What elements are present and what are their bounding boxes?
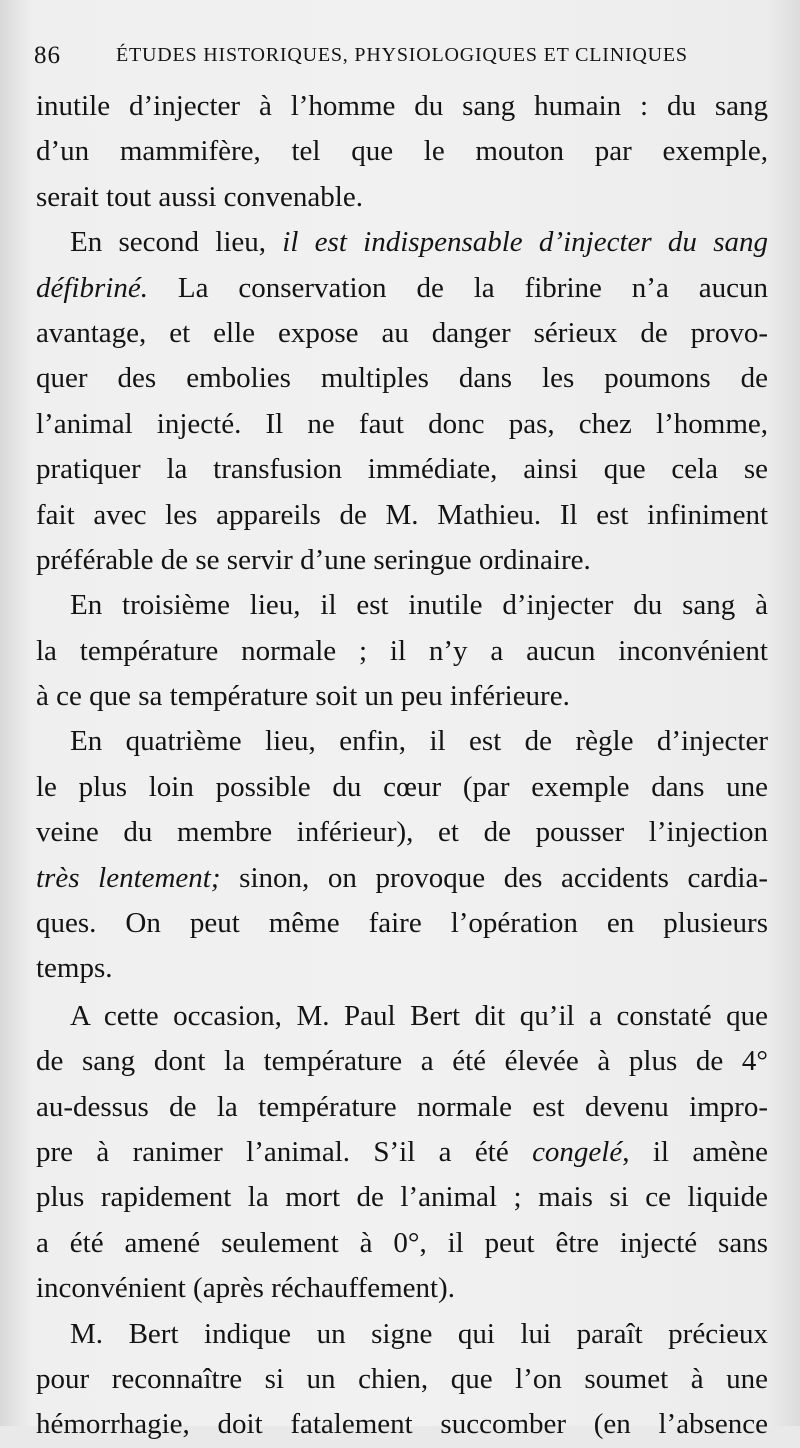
text-line <box>36 946 768 991</box>
text-run: a été amené seulement à 0°, il peut être injecté sans <box>36 1226 768 1259</box>
text-run: plus rapidement la mort de l’animal ; mais si ce liquide <box>36 1181 768 1214</box>
text-line <box>36 994 768 1039</box>
text-line <box>36 856 768 901</box>
text-line <box>36 901 768 946</box>
text-run: hémorrhagie, doit fatalement succomber (en l’absence <box>36 1408 768 1441</box>
text-line <box>36 266 768 311</box>
italic-run: défibriné. <box>36 271 148 304</box>
running-head <box>34 40 774 74</box>
text-line <box>36 1175 768 1220</box>
text-run: à ce que sa température soit un peu inférieure. <box>36 680 570 713</box>
page-number: 86 <box>34 42 61 69</box>
body-text <box>36 84 768 1448</box>
text-run: pratiquer la transfusion immédiate, ainsi que cela se <box>36 453 768 486</box>
text-run: M. Bert indique un signe qui lui paraît précieux <box>70 1317 768 1350</box>
text-line <box>36 1130 768 1175</box>
italic-run: il est indispensable d’injecter du sang <box>282 226 768 259</box>
text-line <box>36 1266 768 1311</box>
text-run: La conservation de la fibrine n’a aucun <box>147 271 768 304</box>
italic-run: très lentement; <box>36 861 221 894</box>
text-run: avantage, et elle expose au danger sérieux de provo- <box>36 316 768 349</box>
text-run: de sang dont la température a été élevée à plus de 4° <box>36 1045 768 1078</box>
text-line <box>36 493 768 538</box>
text-line <box>36 583 768 628</box>
running-title: ÉTUDES HISTORIQUES, PHYSIOLOGIQUES ET CLINIQUES <box>116 44 688 66</box>
text-line <box>36 1312 768 1357</box>
text-run: préférable de se servir d’une seringue ordinaire. <box>36 543 591 576</box>
text-run: En quatrième lieu, enfin, il est de règle d’injecter <box>70 725 768 758</box>
text-line <box>36 1039 768 1084</box>
text-line <box>36 129 768 174</box>
text-line <box>36 402 768 447</box>
text-run: au-dessus de la température normale est devenu impro- <box>36 1090 768 1123</box>
text-line <box>36 719 768 764</box>
text-run: veine du membre inférieur), et de pousser l’injection <box>36 816 768 849</box>
text-line <box>36 447 768 492</box>
text-line <box>36 175 768 220</box>
text-run: pour reconnaître si un chien, que l’on soumet à une <box>36 1362 768 1395</box>
text-run: , il amène <box>622 1135 768 1168</box>
text-line <box>36 1357 768 1402</box>
text-line <box>36 356 768 401</box>
text-line <box>36 810 768 855</box>
text-run: pre à ranimer l’animal. S’il a été <box>36 1135 533 1168</box>
text-run: le plus loin possible du cœur (par exemple dans une <box>36 770 768 803</box>
text-line <box>36 629 768 674</box>
text-line <box>36 1221 768 1266</box>
text-run: la température normale ; il n’y a aucun inconvénient <box>36 634 768 667</box>
text-run: d’un mammifère, tel que le mouton par exemple, <box>36 135 768 168</box>
text-run: fait avec les appareils de M. Mathieu. Il est infiniment <box>36 498 768 531</box>
text-line <box>36 538 768 583</box>
text-line <box>36 1085 768 1130</box>
text-run: A cette occasion, M. Paul Bert dit qu’il a constaté que <box>70 999 768 1032</box>
text-line <box>36 765 768 810</box>
text-run: inutile d’injecter à l’homme du sang humain : du sang <box>36 90 768 122</box>
text-run: temps. <box>36 952 113 985</box>
text-run: En troisième lieu, il est inutile d’injecter du sang à <box>70 589 768 622</box>
text-line <box>36 1402 768 1447</box>
text-run: En second lieu, <box>70 226 283 259</box>
text-line <box>36 220 768 265</box>
italic-run: congelé <box>532 1135 623 1168</box>
text-line <box>36 674 768 719</box>
text-run: ques. On peut même faire l’opération en plusieurs <box>36 907 768 940</box>
text-run: l’animal injecté. Il ne faut donc pas, chez l’homme, <box>36 407 768 440</box>
text-run: inconvénient (après réchauffement). <box>36 1272 455 1305</box>
text-run: quer des embolies multiples dans les poumons de <box>36 362 768 395</box>
text-line <box>36 84 768 129</box>
text-run: serait tout aussi convenable. <box>36 180 363 213</box>
text-line <box>36 311 768 356</box>
text-run: sinon, on provoque des accidents cardia- <box>220 861 768 894</box>
